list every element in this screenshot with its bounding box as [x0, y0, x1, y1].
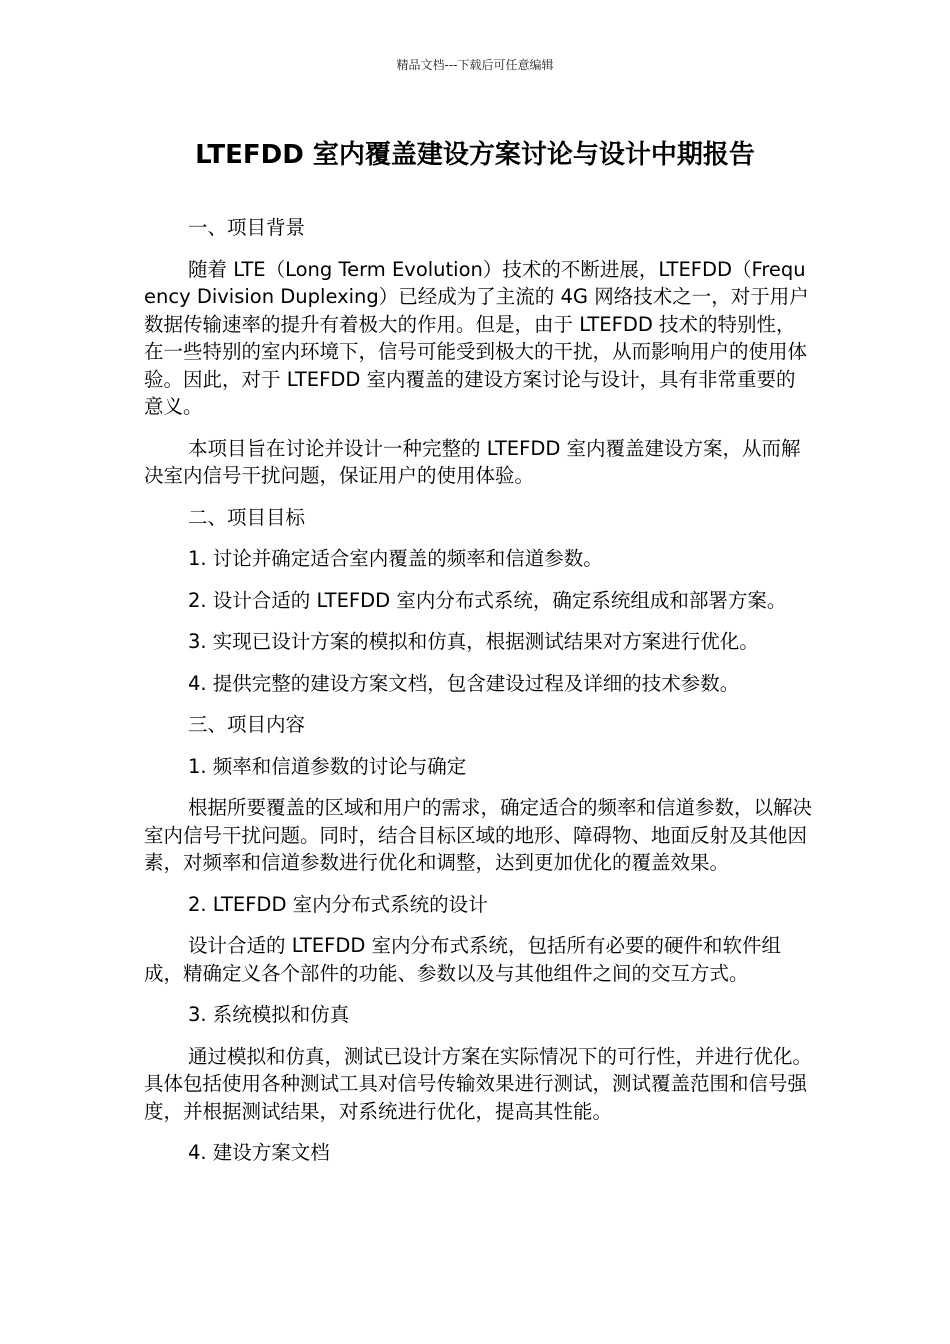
paragraph-background-2: 本项目旨在讨论并设计一种完整的 LTEFDD 室内覆盖建设方案，从而解决室内信号干扰问题，保证用户的使用体验。 — [144, 436, 801, 487]
goal-item-1: 1. 讨论并确定适合室内覆盖的频率和信道参数。 — [188, 547, 603, 570]
section-heading-background: 一、项目背景 — [188, 216, 306, 239]
goal-item-4: 4. 提供完整的建设方案文档，包含建设过程及详细的技术参数。 — [188, 671, 740, 695]
goal-item-2: 2. 设计合适的 LTEFDD 室内分布式系统，确定系统组成和部署方案。 — [188, 588, 787, 612]
content-heading-3: 3. 系统模拟和仿真 — [188, 1003, 350, 1026]
section-heading-content: 三、项目内容 — [188, 713, 306, 736]
document-body — [144, 214, 814, 1181]
section-heading-goals: 二、项目目标 — [188, 505, 306, 529]
content-body-1: 根据所要覆盖的区域和用户的需求，确定适合的频率和信道参数，以解决室内信号干扰问题。同时，结合目标区域的地形、障碍物、地面反射及其他因素，对频率和信道参数进行优化和调整，达到更加优化的覆盖效果。 — [144, 796, 813, 874]
content-body-2: 设计合适的 LTEFDD 室内分布式系统，包括所有必要的硬件和软件组成，精确定义各个部件的功能、参数以及与其他组件之间的交互方式。 — [144, 934, 782, 985]
content-heading-2: 2. LTEFDD 室内分布式系统的设计 — [188, 892, 488, 916]
content-body-3: 通过模拟和仿真，测试已设计方案在实际情况下的可行性，并进行优化。具体包括使用各种测试工具对信号传输效果进行测试，测试覆盖范围和信号强度，并根据测试结果，对系统进行优化，提高其性能。 — [144, 1044, 813, 1123]
goal-item-3: 3. 实现已设计方案的模拟和仿真，根据测试结果对方案进行优化。 — [188, 630, 759, 653]
header-watermark: 精品文档---下载后可任意编辑 — [396, 58, 554, 72]
paragraph-background-1: 随着 LTE（Long Term Evolution）技术的不断进展，LTEFDD（Frequency Division Duplexing）已经成为了主流的 4G 网络技术之一，对于用户数据传输速率的提升有着极大的作用。但是，由于 LTEFDD 技术的特别性，在一些特别的室内环境下，信号可能受到极大的干扰，从而影响用户的使用体验。因此，对于 LTEFDD 室内覆盖的建设方案讨论与设计，具有非常重要的意义。 — [144, 257, 809, 418]
content-heading-1: 1. 频率和信道参数的讨论与确定 — [188, 754, 467, 778]
document-title: LTEFDD 室内覆盖建设方案讨论与设计中期报告 — [195, 140, 755, 170]
content-heading-4: 4. 建设方案文档 — [188, 1141, 330, 1164]
